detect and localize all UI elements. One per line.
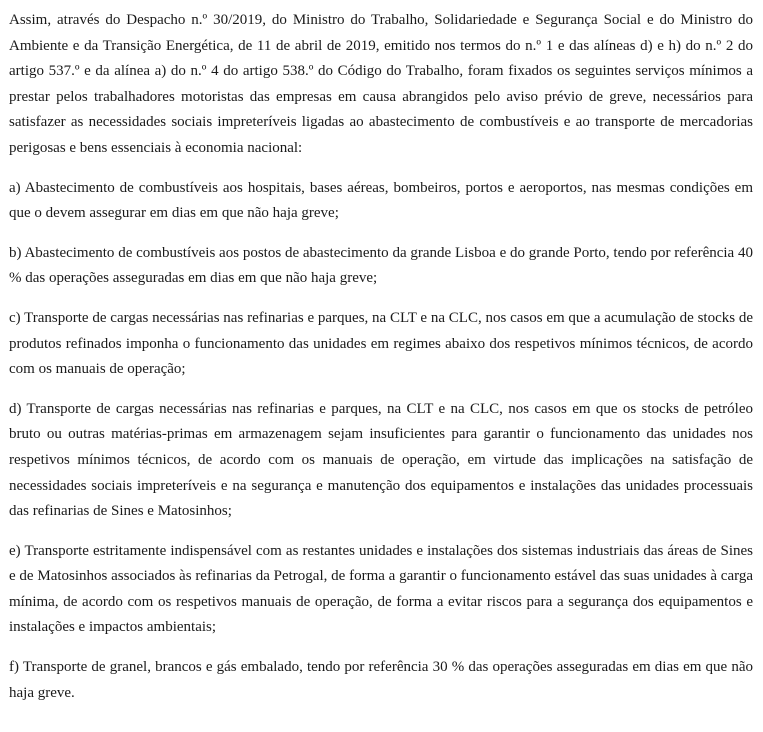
item-f-paragraph: f) Transporte de granel, brancos e gás embalado, tendo por referência 30 % das operações asseguradas em dias em que não haja greve. — [9, 659, 753, 701]
intro-paragraph: Assim, através do Despacho n.º 30/2019, do Ministro do Trabalho, Solidariedade e Segurança Social e do Ministro do Ambiente e da Transição Energética, de 11 de abril de 2019, emitido nos termos do n.º 1 e das alíneas d) e h) do n.º 2 do artigo 537.º e da alínea a) do n.º 4 do artigo 538.º do Código do Trabalho, foram fixados os seguintes serviços mínimos a prestar pelos trabalhadores motoristas das empresas em causa abrangidos pelo aviso prévio de greve, necessários para satisfazer as necessidades sociais impreteríveis ligadas ao abastecimento de combustíveis e ao transporte de mercadorias perigosas e bens essenciais à economia nacional: — [9, 12, 753, 156]
item-c-paragraph: c) Transporte de cargas necessárias nas refinarias e parques, na CLT e na CLC, nos casos em que a acumulação de stocks de produtos refinados imponha o funcionamento das unidades em regimes abaixo dos respetivos mínimos técnicos, de acordo com os manuais de operação; — [9, 309, 753, 378]
item-b-paragraph: b) Abastecimento de combustíveis aos postos de abastecimento da grande Lisboa e do grande Porto, tendo por referência 40 % das operações asseguradas em dias em que não haja greve; — [9, 244, 753, 287]
item-e-paragraph: e) Transporte estritamente indispensável com as restantes unidades e instalações dos sistemas industriais das áreas de Sines e de Matosinhos associados às refinarias da Petrogal, de forma a garantir o funcionamento estável das suas unidades à carga mínima, de acordo com os respetivos manuais de operação, de forma a evitar riscos para a segurança dos equipamentos e instalações e impactos ambientais; — [9, 542, 753, 636]
item-a-paragraph: a) Abastecimento de combustíveis aos hospitais, bases aéreas, bombeiros, portos e aeroportos, nas mesmas condições em que o devem assegurar em dias em que não haja greve; — [9, 179, 753, 222]
document-body — [9, 8, 753, 706]
item-d-paragraph: d) Transporte de cargas necessárias nas refinarias e parques, na CLT e na CLC, nos casos em que os stocks de petróleo bruto ou outras matérias-primas em armazenagem sejam insuficientes para garantir o funcionamento das unidades nos respetivos mínimos técnicos, de acordo com os manuais de operação, em virtude das implicações na satisfação de necessidades sociais impreteríveis e na segurança e manutenção dos equipamentos e instalações das unidades processuais das refinarias de Sines e Matosinhos; — [9, 400, 753, 520]
